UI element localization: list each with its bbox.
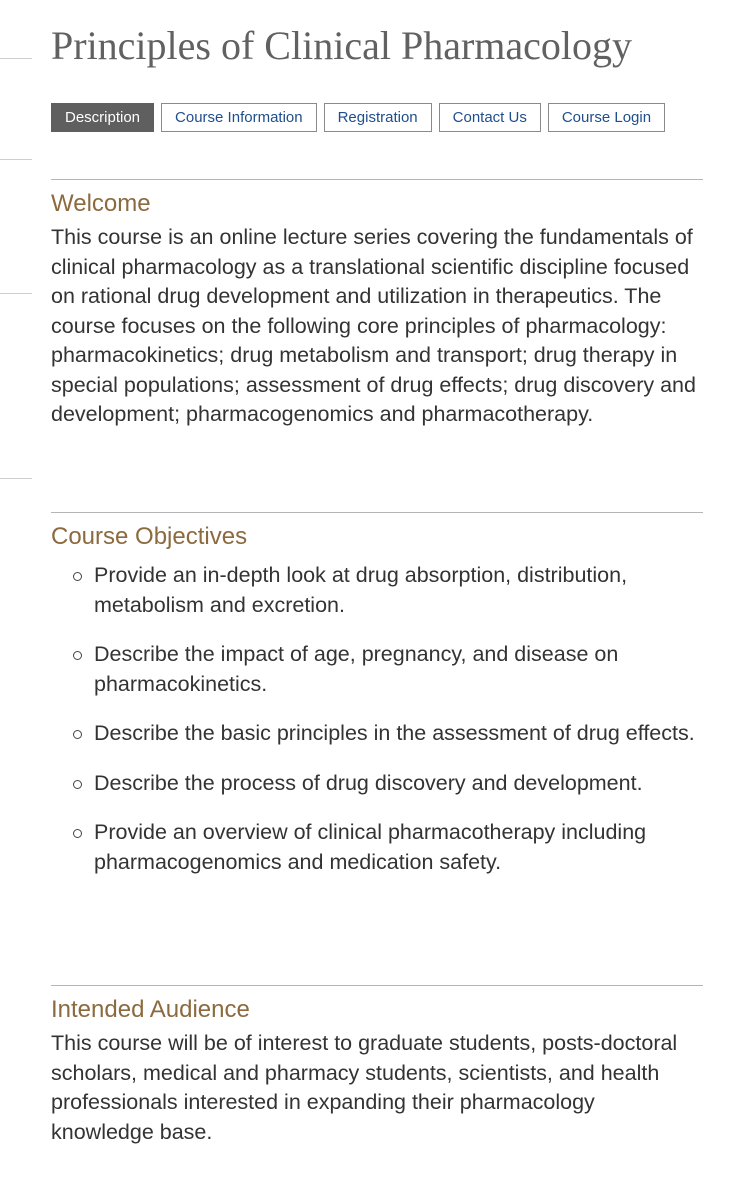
list-item <box>51 561 703 620</box>
hollow-circle-bullet-icon <box>73 829 82 838</box>
sidebar-divider <box>0 58 32 59</box>
tab-course-login[interactable]: Course Login <box>548 103 665 132</box>
objective-text: Provide an overview of clinical pharmacotherapy including pharmacogenomics and medication safety. <box>94 820 647 874</box>
hollow-circle-bullet-icon <box>73 780 82 789</box>
course-tabs <box>51 103 665 132</box>
objective-text: Provide an in-depth look at drug absorption, distribution, metabolism and excretion. <box>94 563 628 617</box>
welcome-heading: Welcome <box>51 190 151 217</box>
page-title: Principles of Clinical Pharmacology <box>51 23 632 68</box>
list-item <box>51 640 703 699</box>
tab-contact-us[interactable]: Contact Us <box>439 103 541 132</box>
objectives-list <box>51 561 703 877</box>
objectives-section <box>51 512 703 897</box>
tab-description[interactable]: Description <box>51 103 154 132</box>
audience-heading: Intended Audience <box>51 996 250 1023</box>
objective-text: Describe the basic principles in the assessment of drug effects. <box>94 721 695 745</box>
list-item <box>51 818 703 877</box>
sidebar-divider <box>0 478 32 479</box>
welcome-section <box>51 179 703 430</box>
objective-text: Describe the process of drug discovery and development. <box>94 770 643 795</box>
list-item <box>51 719 703 749</box>
objective-text: Describe the impact of age, pregnancy, and disease on pharmacokinetics. <box>94 642 619 696</box>
tab-registration[interactable]: Registration <box>324 103 432 132</box>
objectives-heading: Course Objectives <box>51 523 248 550</box>
hollow-circle-bullet-icon <box>73 651 82 660</box>
audience-text: This course will be of interest to graduate students, posts-doctoral scholars, medical and pharmacy students, scientists, and health professionals interested in expanding their pharmacology knowledge base. <box>51 1031 678 1144</box>
sidebar-divider <box>0 159 32 160</box>
hollow-circle-bullet-icon <box>73 572 82 581</box>
hollow-circle-bullet-icon <box>73 730 82 739</box>
list-item <box>51 769 703 799</box>
sidebar-divider <box>0 293 32 294</box>
tab-course-information[interactable]: Course Information <box>161 103 317 132</box>
welcome-text: This course is an online lecture series covering the fundamentals of clinical pharmacology as a translational scientific discipline focused on rational drug development and utilization in therapeutics. The course focuses on the following core principles of pharmacology: pharmacokinetics; drug metabolism and transport; drug therapy in special populations; assessment of drug effects; drug discovery and development; pharmacogenomics and pharmacotherapy. <box>51 225 696 426</box>
audience-section <box>51 985 703 1147</box>
